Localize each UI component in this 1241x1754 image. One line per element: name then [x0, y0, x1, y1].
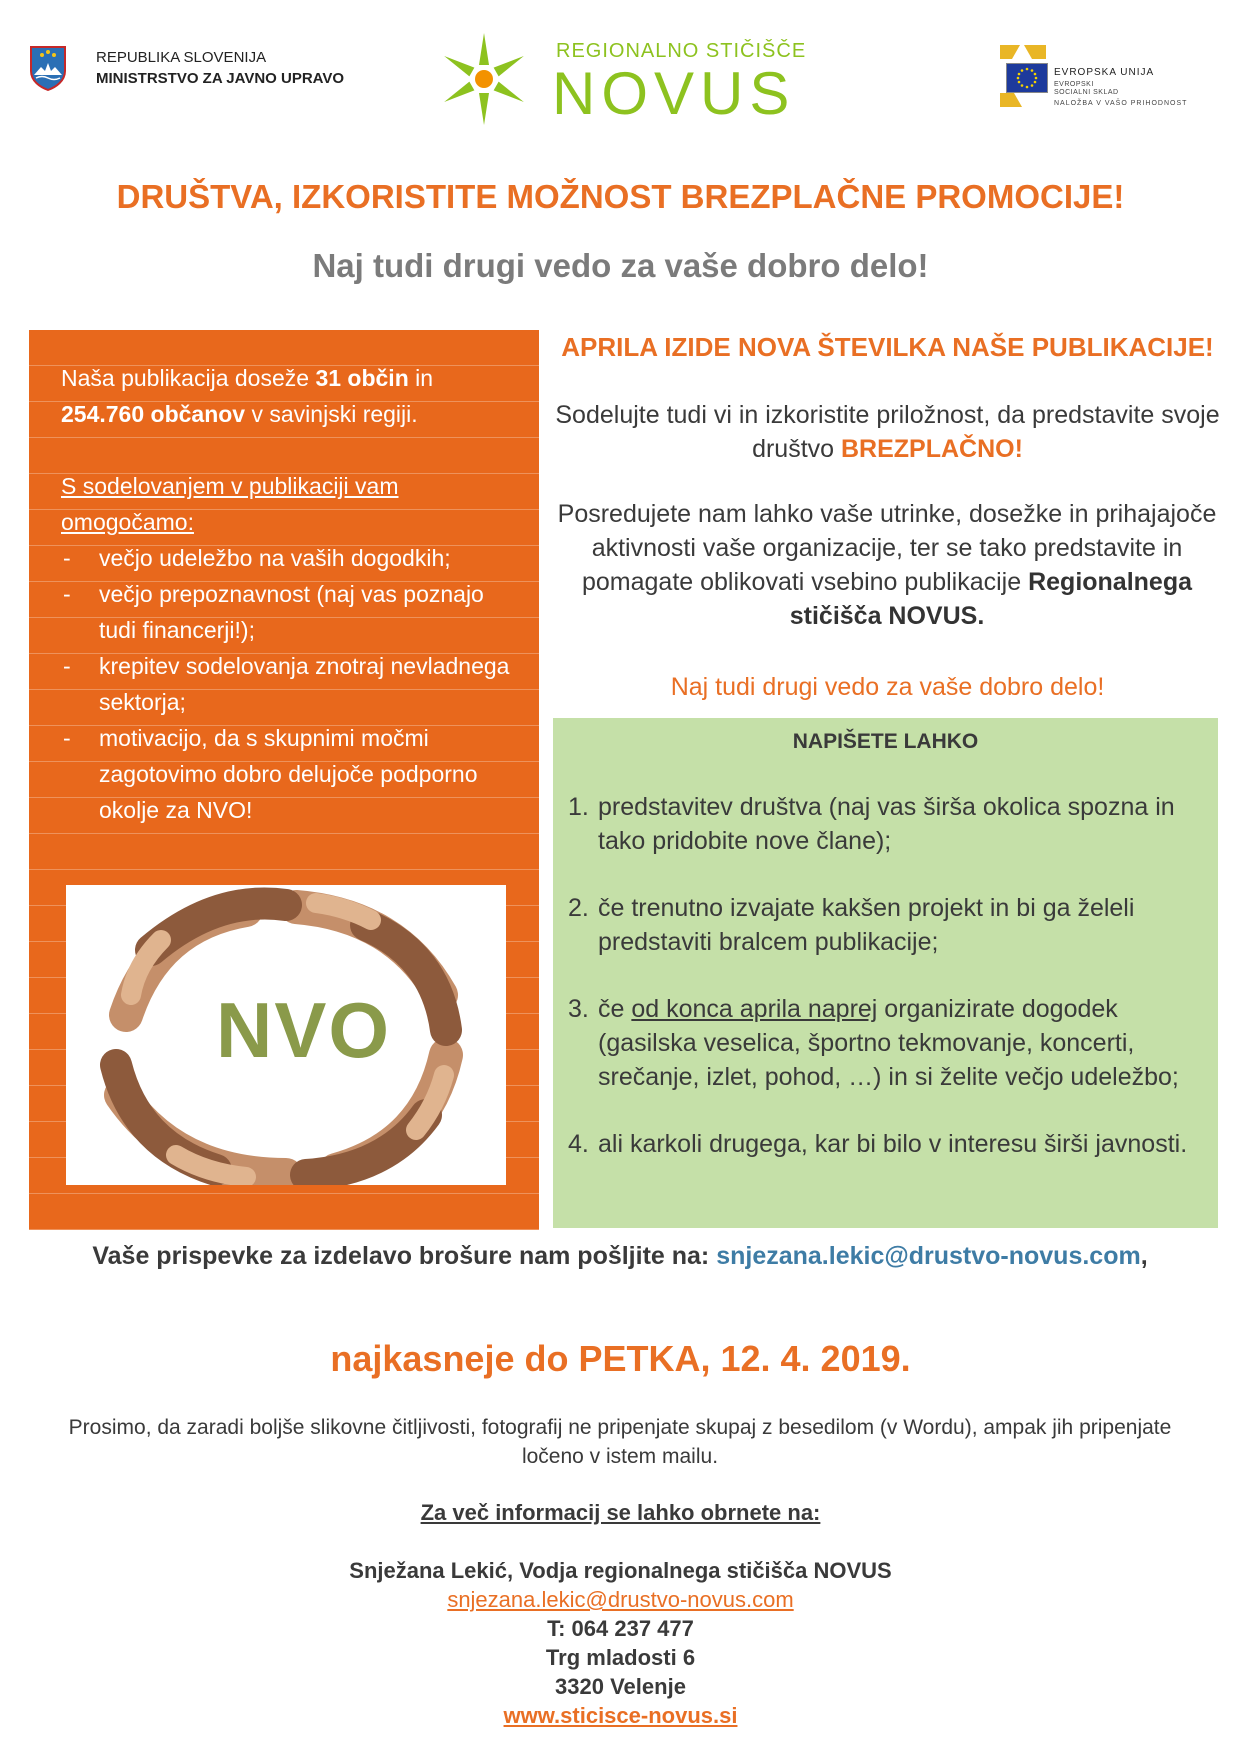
benefits-heading: S sodelovanjem v publikaciji vam omogočamo: — [61, 473, 399, 535]
contact-block — [0, 1556, 1241, 1730]
announcement-text — [555, 398, 1220, 466]
topic-text: če trenutno izvajate kakšen projekt in bi ga želeli predstaviti bralcem publikacije; — [598, 894, 1135, 956]
esf-line-a: EVROPSKI — [1054, 81, 1094, 88]
novus-subtitle: REGIONALNO STIČIŠČE — [556, 40, 807, 62]
slovenia-crest-icon — [28, 45, 68, 91]
topic-number: 4. — [568, 1130, 589, 1158]
announcement-title: APRILA IZIDE NOVA ŠTEVILKA NAŠE PUBLIKACIJE! — [561, 332, 1214, 362]
contact-name: Snježana Lekić, Vodja regionalnega stičišča NOVUS — [349, 1558, 892, 1583]
eu-flag-icon — [1006, 63, 1048, 93]
topic-text-post: organizirate dogodek (gasilska veselica, športno tekmovanje, koncerti, srečanje, izlet, pohod, …) in si želite večjo udeležbo; — [598, 995, 1179, 1091]
reach-pre: Naša publikacija doseže — [61, 365, 316, 391]
contact-email-link[interactable]: snjezana.lekic@drustvo-novus.com — [447, 1587, 794, 1612]
benefit-item: - motivacijo, da s skupnimi močmi zagotovimo dobro delujoče podporno okolje za NVO! — [61, 720, 521, 828]
topic-item — [568, 992, 1208, 1094]
topic-number: 1. — [568, 793, 589, 821]
topic-text: ali karkoli drugega, kar bi bilo v interesu širši javnosti. — [598, 1130, 1188, 1158]
contribution-pre: Posredujete nam lahko vaše utrinke, dosežke in prihajajoče aktivnosti vaše organizacije, ter se tako predstavite in pomagate oblikovati vsebino publikacije — [557, 500, 1217, 596]
esf-slogan: NALOŽBA V VAŠO PRIHODNOST — [1054, 100, 1188, 107]
contact-street: Trg mladosti 6 — [545, 1645, 696, 1670]
submission-instructions — [60, 1239, 1180, 1273]
benefits-list — [61, 540, 521, 828]
contact-phone: T: 064 237 477 — [547, 1616, 694, 1641]
submission-post: , — [1140, 1242, 1148, 1270]
topic-number: 3. — [568, 995, 589, 1023]
deadline: najkasneje do PETKA, 12. 4. 2019. — [330, 1338, 911, 1379]
esf-name — [1054, 81, 1119, 97]
submission-pre: Vaše prispevke za izdelavo brošure nam pošljite na: — [92, 1242, 717, 1270]
submission-email[interactable]: snjezana.lekic@drustvo-novus.com — [716, 1242, 1141, 1270]
benefits-panel — [29, 330, 539, 1230]
contact-heading: Za več informacij se lahko obrnete na: — [420, 1500, 821, 1525]
topic-item — [568, 1127, 1208, 1161]
contact-website-link[interactable]: www.sticisce-novus.si — [503, 1703, 738, 1728]
esf-line-b: SOCIALNI SKLAD — [1054, 89, 1119, 96]
topics-list — [568, 790, 1208, 1194]
topic-number: 2. — [568, 894, 589, 922]
photo-note: Prosimo, da zaradi boljše slikovne čitljivosti, fotografij ne pripenjate skupaj z besedilom (v Wordu), ampak jih pripenjate ločeno v istem mailu. — [68, 1416, 1172, 1468]
page-subtitle: Naj tudi drugi vedo za vaše dobro delo! — [312, 247, 929, 284]
topics-box — [553, 718, 1218, 1228]
hands-circle-photo — [66, 885, 506, 1185]
benefit-item: - krepitev sodelovanja znotraj nevladnega sektorja; — [61, 648, 521, 720]
novus-wordmark: NOVUS — [552, 60, 796, 127]
topic-text-pre: če — [598, 995, 632, 1023]
announcement-free: BREZPLAČNO! — [841, 435, 1023, 463]
benefit-item: - večjo prepoznavnost (naj vas poznajo tudi financerji!); — [61, 576, 521, 648]
eu-name: EVROPSKA UNIJA — [1054, 67, 1155, 78]
contribution-text — [552, 497, 1222, 633]
topic-item — [568, 790, 1208, 858]
novus-logo — [438, 30, 858, 130]
page-title: DRUŠTVA, IZKORISTITE MOŽNOST BREZPLAČNE PROMOCIJE! — [116, 178, 1125, 215]
novus-flower-icon — [438, 30, 530, 128]
reach-mid: in — [408, 365, 434, 391]
topic-item — [568, 891, 1208, 959]
contribution-bold: Regionalnega stičišča NOVUS. — [789, 568, 1193, 630]
announcement-pre: Sodelujte tudi vi in izkoristite priložnost, da predstavite svoje društvo — [555, 401, 1220, 463]
ministry-logo — [28, 45, 368, 95]
ministry-name: MINISTRSTVO ZA JAVNO UPRAVO — [96, 70, 345, 87]
nvo-label: NVO — [216, 986, 392, 1074]
topic-text: predstavitev društva (naj vas širša okolica spozna in tako pridobite nove člane); — [598, 793, 1175, 855]
benefit-item: - večjo udeležbo na vaših dogodkih; — [61, 540, 521, 576]
tagline: Naj tudi drugi vedo za vaše dobro delo! — [670, 673, 1105, 701]
reach-post: v savinjski regiji. — [245, 401, 418, 427]
reach-text — [61, 360, 521, 432]
topics-heading: NAPIŠETE LAHKO — [792, 730, 979, 753]
eu-logo — [1000, 45, 1200, 107]
contact-city: 3320 Velenje — [555, 1674, 686, 1699]
reach-municipalities: 31 občin — [315, 365, 409, 391]
reach-citizens: 254.760 občanov — [61, 401, 246, 427]
topic-text-underline: od konca aprila naprej — [631, 995, 878, 1023]
ministry-country: REPUBLIKA SLOVENIJA — [96, 49, 267, 66]
